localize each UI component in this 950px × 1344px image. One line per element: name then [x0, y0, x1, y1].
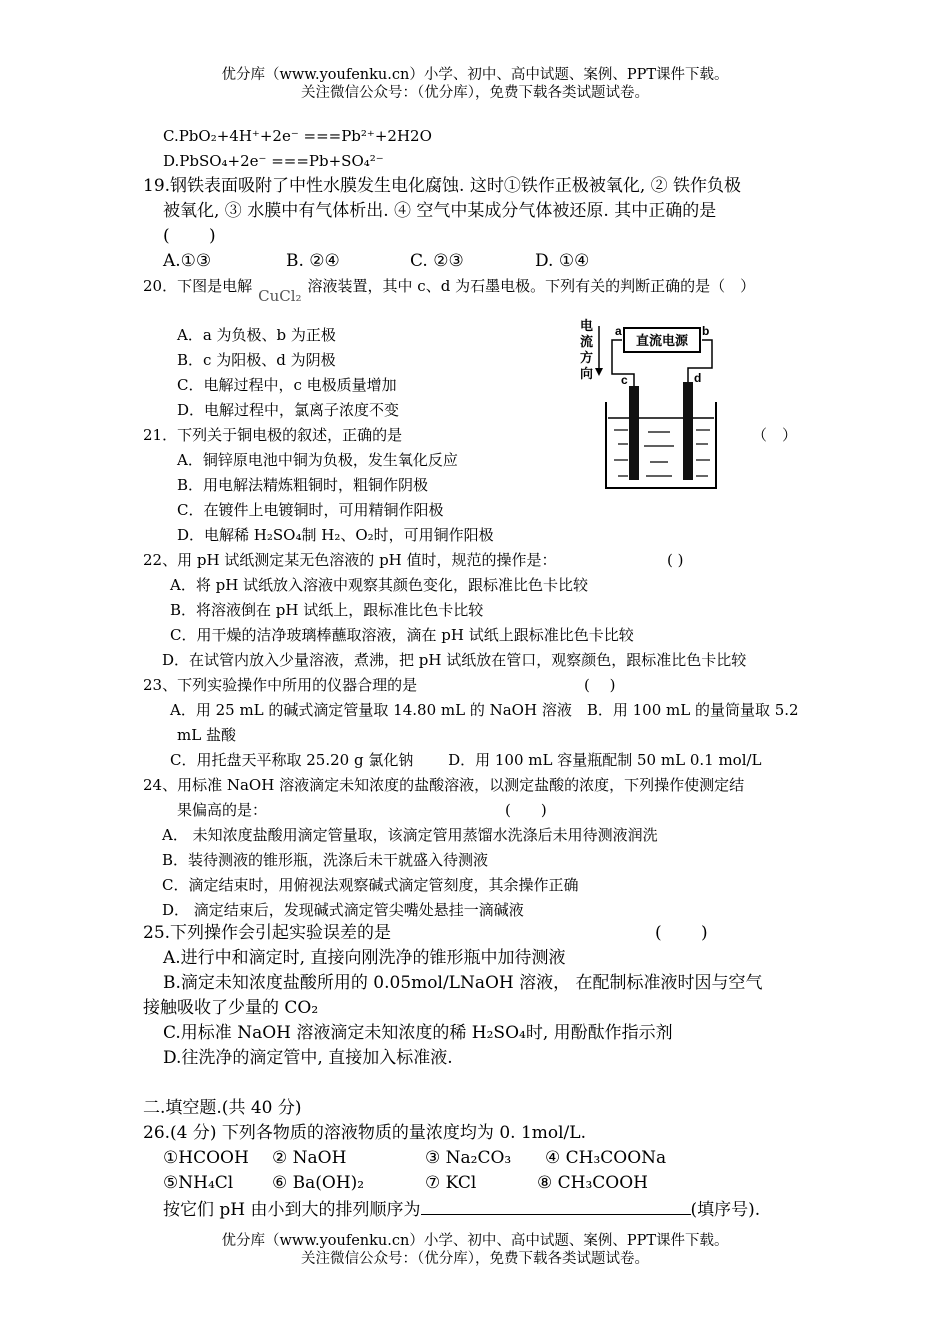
q26-item-8: ⑧ CH₃COOH: [537, 1173, 648, 1193]
q21-option-b: B．用电解法精炼粗铜时，粗铜作阴极: [177, 476, 429, 494]
q24-stem-line2: 果偏高的是：: [177, 801, 268, 819]
q22-stem: 22、用 pH 试纸测定某无色溶液的 pH 值时，规范的操作是：: [143, 551, 557, 569]
q20-option-c: C．电解过程中，c 电极质量增加: [177, 376, 397, 394]
q26-item-5: ⑤NH₄Cl: [163, 1173, 234, 1193]
label-a: a: [615, 324, 622, 338]
liquid-lines: [614, 430, 710, 476]
q24-answer-paren: ( ): [505, 801, 547, 819]
q25-option-d: D.往洗净的滴定管中, 直接加入标准液.: [163, 1048, 453, 1068]
q20-option-a: A．a 为负极、b 为正极: [177, 326, 336, 344]
q26-item-4: ④ CH₃COONa: [545, 1148, 667, 1168]
q26-question-post: (填序号).: [690, 1200, 761, 1220]
q23-stem: 23、下列实验操作中所用的仪器合理的是: [143, 676, 418, 694]
q21-option-a: A．铜锌原电池中铜为负极，发生氧化反应: [177, 451, 458, 469]
current-direction-char-2: 流: [580, 334, 594, 349]
q25-option-c: C.用标准 NaOH 溶液滴定未知浓度的稀 H₂SO₄时, 用酚酞作指示剂: [163, 1023, 673, 1043]
beaker: [606, 402, 716, 488]
q19-stem-line1: 19.钢铁表面吸附了中性水膜发生电化腐蚀. 这时①铁作正极被氧化, ② 铁作负极: [143, 176, 742, 196]
q23-options-cd: C．用托盘天平称取 25.20 g 氯化钠 D．用 100 mL 容量瓶配制 50 mL 0.1 mol/L: [170, 751, 762, 769]
current-direction-char-3: 方: [580, 350, 594, 365]
q23-options-ab: A．用 25 mL 的碱式滴定管量取 14.80 mL 的 NaOH 溶液 B．用 100 mL 的量筒量取 5.2: [170, 701, 799, 719]
q26-item-6: ⑥ Ba(OH)₂: [272, 1173, 365, 1193]
current-direction-char-4: 向: [580, 366, 594, 381]
q21-option-d: D．电解稀 H₂SO₄制 H₂、O₂时，可用铜作阳极: [177, 526, 494, 544]
q23-option-b-cont: mL 盐酸: [177, 726, 236, 744]
q26-item-2: ② NaOH: [272, 1148, 347, 1168]
q22-answer-paren: ( ): [667, 551, 684, 569]
q26-stem: 26.(4 分) 下列各物质的溶液物质的量浓度均为 0. 1mol/L.: [143, 1123, 586, 1143]
q25-stem: 25.下列操作会引起实验误差的是: [143, 923, 392, 943]
q21-option-c: C．在镀件上电镀铜时，可用精铜作阳极: [177, 501, 444, 519]
q20-stem-post: 溶液装置，其中 c、d 为石墨电极。下列有关的判断正确的是（ ）: [307, 277, 756, 295]
q26-question: [163, 1198, 760, 1220]
q23-answer-paren: ( ): [584, 676, 616, 694]
q25-option-b-line1: B.滴定未知浓度盐酸所用的 0.05mol/LNaOH 溶液， 在配制标准液时因与空气: [163, 973, 763, 993]
label-c: c: [621, 373, 628, 387]
q18-option-d: D.PbSO₄+2e⁻ ===Pb+SO₄²⁻: [163, 152, 384, 170]
q25-answer-paren: ( ): [655, 923, 708, 943]
dc-power-source-label: 直流电源: [635, 333, 689, 348]
q22-option-a: A．将 pH 试纸放入溶液中观察其颜色变化，跟标准比色卡比较: [170, 576, 589, 594]
q24-option-b: B．装待测液的锥形瓶，洗涤后未干就盛入待测液: [162, 851, 489, 869]
q24-option-d: D． 滴定结束后，发现碱式滴定管尖嘴处悬挂一滴碱液: [162, 901, 524, 919]
page-header-line2: 关注微信公众号：（优分库），免费下载各类试题试卷。: [301, 85, 649, 101]
q20-formula: CuCl₂: [258, 287, 302, 305]
q24-option-c: C．滴定结束时，用俯视法观察碱式滴定管刻度，其余操作正确: [162, 876, 579, 894]
electrolysis-diagram: [578, 318, 718, 494]
label-b: b: [702, 324, 710, 338]
label-d: d: [694, 371, 702, 385]
q20-stem-pre: 20．下图是电解: [143, 277, 253, 295]
q19-stem-line2: 被氧化, ③ 水膜中有气体析出. ④ 空气中某成分气体被还原. 其中正确的是: [163, 201, 717, 221]
q26-question-pre: 按它们 pH 由小到大的排列顺序为: [163, 1200, 421, 1220]
q26-item-3: ③ Na₂CO₃: [425, 1148, 512, 1168]
q20-option-b: B．c 为阳极、d 为阴极: [177, 351, 336, 369]
q26-item-7: ⑦ KCl: [425, 1173, 477, 1193]
q18-option-c: C.PbO₂+4H⁺+2e⁻ ===Pb²⁺+2H2O: [163, 127, 432, 145]
electrode-d: [683, 382, 693, 480]
q19-answer-paren: ( ): [163, 226, 216, 246]
q19-option-a: A.①③: [163, 251, 212, 271]
electrode-c: [629, 386, 639, 480]
q26-answer-blank[interactable]: [421, 1198, 691, 1215]
q20-stem: [143, 276, 756, 305]
q24-stem-line1: 24、用标准 NaOH 溶液滴定未知浓度的盐酸溶液，以测定盐酸的浓度，下列操作使测定结: [143, 776, 745, 794]
q20-option-d: D．电解过程中，氯离子浓度不变: [177, 401, 400, 419]
q22-option-b: B．将溶液倒在 pH 试纸上，跟标准比色卡比较: [170, 601, 484, 619]
q21-stem: 21．下列关于铜电极的叙述，正确的是: [143, 426, 403, 444]
section-fill-in-title: 二.填空题.(共 40 分): [143, 1098, 302, 1118]
page-header-line1: 优分库（www.youfenku.cn）小学、初中、高中试题、案例、PPT课件下载。: [221, 67, 729, 83]
page-footer-line2: 关注微信公众号：（优分库），免费下载各类试题试卷。: [301, 1251, 649, 1267]
q19-option-d: D. ①④: [535, 251, 590, 271]
q19-option-c: C. ②③: [410, 251, 464, 271]
current-direction-char-1: 电: [580, 318, 594, 333]
q19-option-b: B. ②④: [286, 251, 340, 271]
q25-option-b-line2: 接触吸收了少量的 CO₂: [143, 998, 319, 1018]
q25-option-a: A.进行中和滴定时, 直接向刚洗净的锥形瓶中加待测液: [163, 948, 566, 968]
q26-item-1: ①HCOOH: [163, 1148, 249, 1168]
q24-option-a: A． 未知浓度盐酸用滴定管量取，该滴定管用蒸馏水洗涤后未用待测液润洗: [162, 826, 658, 844]
q22-option-c: C．用干燥的洁净玻璃棒蘸取溶液，滴在 pH 试纸上跟标准比色卡比较: [170, 626, 634, 644]
page-footer-line1: 优分库（www.youfenku.cn）小学、初中、高中试题、案例、PPT课件下载。: [221, 1233, 729, 1249]
q21-answer-paren: （ ）: [752, 426, 798, 444]
q22-option-d: D．在试管内放入少量溶液，煮沸，把 pH 试纸放在管口，观察颜色，跟标准比色卡比较: [162, 651, 747, 669]
current-arrow-head: [595, 368, 603, 376]
